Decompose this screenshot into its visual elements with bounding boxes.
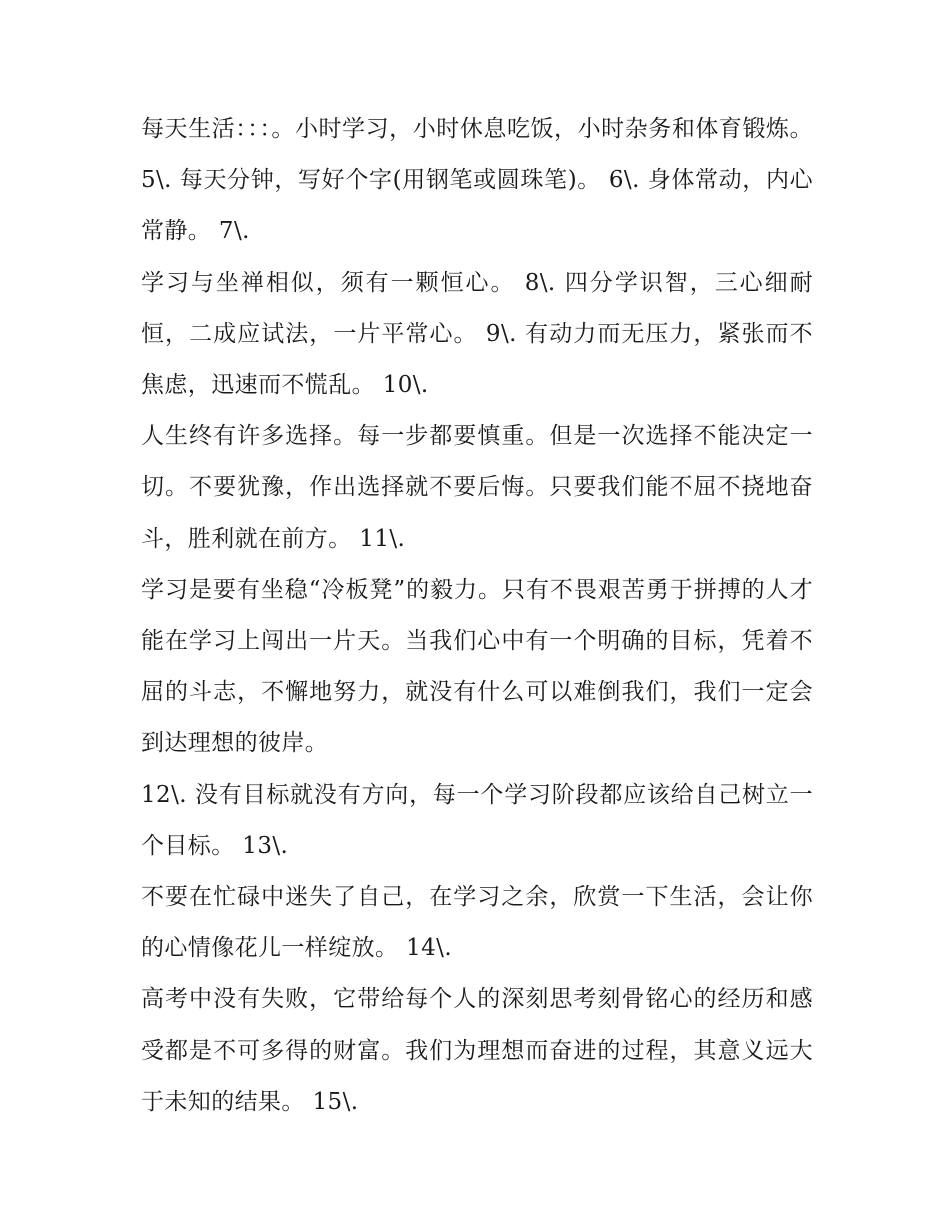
document-body <box>141 104 813 1128</box>
paragraph: 学习与坐禅相似，须有一颗恒心。 8\. 四分学识智，三心细耐恒，二成应试法，一片平常心。 9\. 有动力而无压力，紧张而不焦虑，迅速而不慌乱。 10\. <box>141 269 813 399</box>
paragraph: 学习是要有坐稳“冷板凳”的毅力。只有不畏艰苦勇于拼搏的人才能在学习上闯出一片天。当我们心中有一个明确的目标，凭着不屈的斗志，不懈地努力，就没有什么可以难倒我们，我们一定会到达理想的彼岸。 <box>141 576 813 757</box>
paragraph: 每天生活：：：。小时学习，小时休息吃饭，小时杂务和体育锻炼。 5\. 每天分钟，写好个字(用钢笔或圆珠笔)。 6\. 身体常动，内心常静。 7\. <box>141 116 813 245</box>
paragraph: 人生终有许多选择。每一步都要慎重。但是一次选择不能决定一切。不要犹豫，作出选择就不要后悔。只要我们能不屈不挠地奋斗，胜利就在前方。 11\. <box>141 423 813 552</box>
paragraph: 高考中没有失败，它带给每个人的深刻思考刻骨铭心的经历和感受都是不可多得的财富。我们为理想而奋进的过程，其意义远大于未知的结果。 15\. <box>141 986 813 1115</box>
paragraph: 不要在忙碌中迷失了自己，在学习之余，欣赏一下生活，会让你的心情像花儿一样绽放。 14\. <box>141 884 813 962</box>
paragraph: 12\. 没有目标就没有方向，每一个学习阶段都应该给自己树立一个目标。 13\. <box>141 781 813 859</box>
